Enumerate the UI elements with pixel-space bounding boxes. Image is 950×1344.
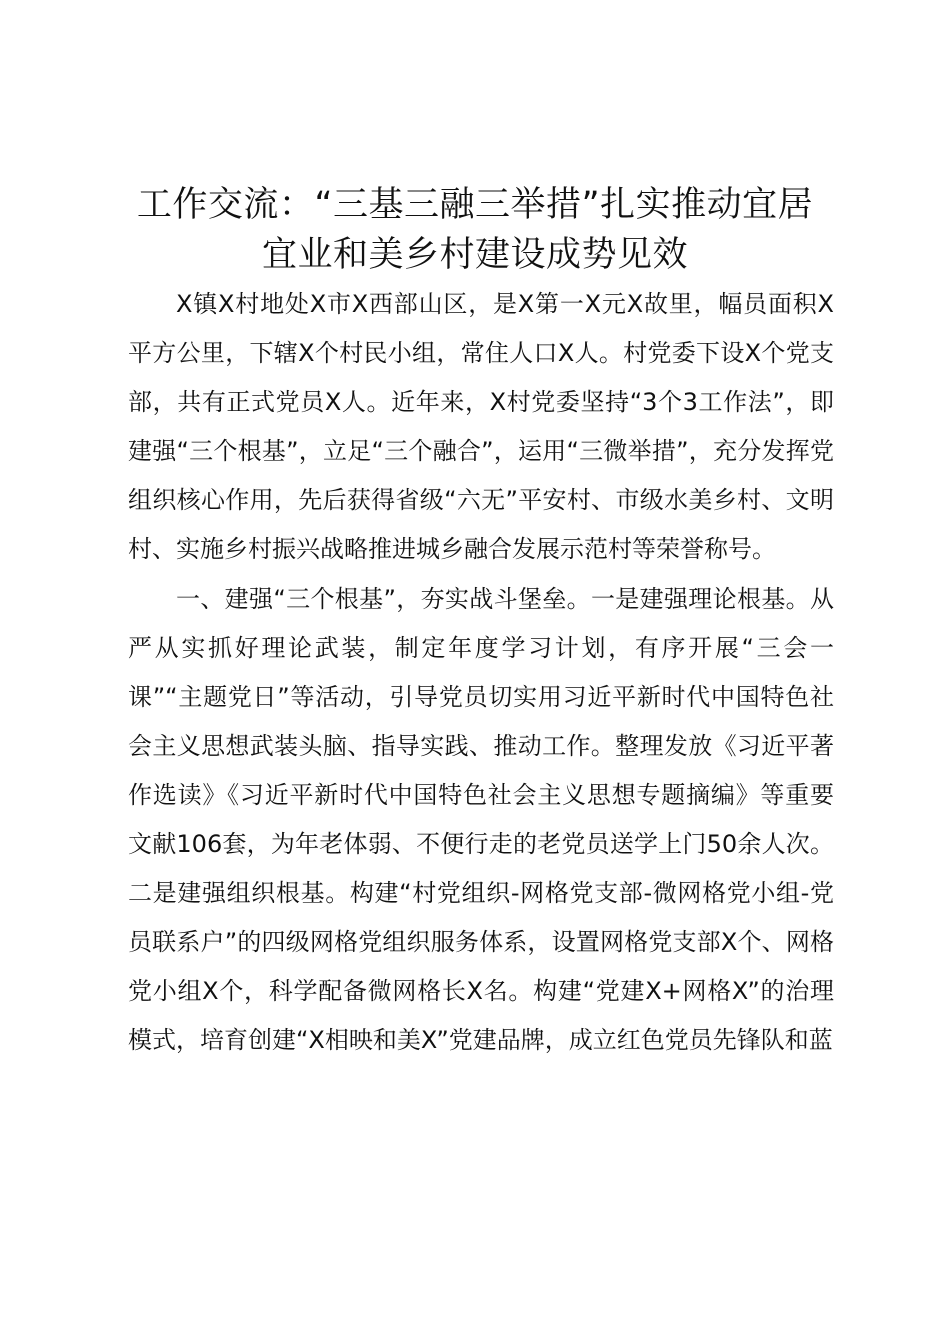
document-body bbox=[128, 280, 834, 1065]
document-title bbox=[110, 180, 840, 280]
paragraph-section-1: 一、建强“三个根基”，夯实战斗堡垒。一是建强理论根基。从严从实抓好理论武装，制定年度学习计划，有序开展“三会一课”“主题党日”等活动，引导党员切实用习近平新时代中国特色社会主义思想武装头脑、指导实践、推动工作。整理发放《习近平著作选读》《习近平新时代中国特色社会主义思想专题摘编》等重要文献106套，为年老体弱、不便行走的老党员送学上门50余人次。二是建强组织根基。构建“村党组织-网格党支部-微网格党小组-党员联系户”的四级网格党组织服务体系，设置网格党支部X个、网格党小组X个，科学配备微网格长X名。构建“党建X+网格X”的治理模式，培育创建“X相映和美X”党建品牌，成立红色党员先锋队和蓝 bbox=[128, 585, 834, 1054]
paragraph-intro: X镇X村地处X市X西部山区，是X第一X元X故里，幅员面积X平方公里，下辖X个村民小组，常住人口X人。村党委下设X个党支部，共有正式党员X人。近年来，X村党委坚持“3个3工作法”，即建强“三个根基”，立足“三个融合”，运用“三微举措”，充分发挥党组织核心作用，先后获得省级“六无”平安村、市级水美乡村、文明村、实施乡村振兴战略推进城乡融合发展示范村等荣誉称号。 bbox=[128, 290, 834, 563]
title-line-2: 宜业和美乡村建设成势见效 bbox=[261, 235, 688, 275]
title-line-1: 工作交流：“三基三融三举措”扎实推动宜居 bbox=[136, 185, 814, 225]
